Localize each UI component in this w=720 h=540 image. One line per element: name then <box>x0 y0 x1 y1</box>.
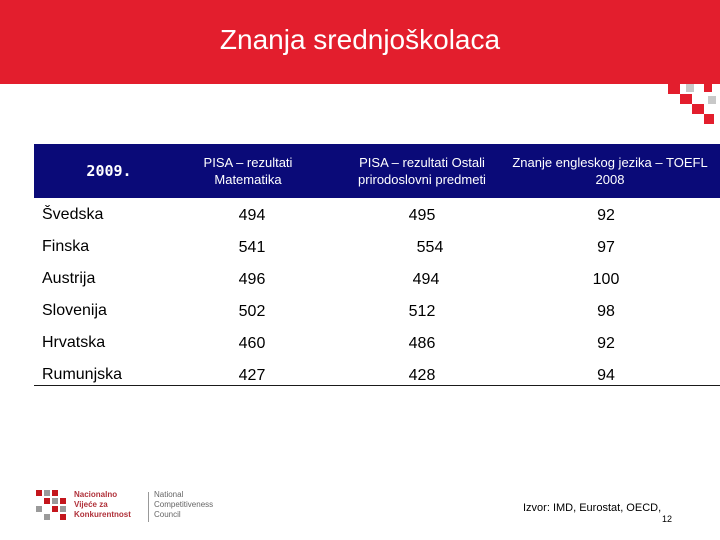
logo-text-hr: Nacionalno Vijeće za Konkurentnost <box>74 490 131 519</box>
row-toefl: 100 <box>592 271 620 288</box>
row-toefl: 94 <box>597 367 615 384</box>
row-country: Slovenija <box>42 302 107 319</box>
row-country: Finska <box>42 238 90 255</box>
row-toefl: 98 <box>597 303 615 320</box>
row-country: Rumunjska <box>42 366 123 383</box>
row-science: 428 <box>408 367 436 384</box>
header-math: PISA – rezultati Matematika <box>203 155 293 187</box>
row-science: 512 <box>408 303 436 320</box>
header-toefl: Znanje engleskog jezika – TOEFL 2008 <box>512 155 708 187</box>
results-table <box>34 132 720 386</box>
row-science: 495 <box>408 207 436 224</box>
row-science: 554 <box>416 239 444 256</box>
row-math: 496 <box>238 271 266 288</box>
row-science: 486 <box>408 335 436 352</box>
row-toefl: 92 <box>597 335 615 352</box>
table-bottom-border <box>34 385 720 386</box>
page-number: 12 <box>662 514 673 524</box>
logo-text-en: National Competitiveness Council <box>154 490 214 519</box>
row-toefl: 97 <box>597 239 615 256</box>
ncc-logo <box>36 490 236 526</box>
row-country: Hrvatska <box>42 334 106 351</box>
source-note: Izvor: IMD, Eurostat, OECD, <box>523 502 662 514</box>
logo-divider <box>148 492 149 522</box>
row-math: 460 <box>238 335 266 352</box>
row-math: 502 <box>238 303 266 320</box>
row-country: Švedska <box>42 206 104 223</box>
row-science: 494 <box>412 271 440 288</box>
header-year: 2009. <box>86 161 132 180</box>
row-math: 541 <box>238 239 266 256</box>
slide-title: Znanja srednjoškolaca <box>219 24 501 55</box>
header-science: PISA – rezultati Ostali prirodoslovni predmeti <box>358 155 486 187</box>
row-math: 494 <box>238 207 266 224</box>
row-math: 427 <box>238 367 266 384</box>
row-toefl: 92 <box>597 207 615 224</box>
row-country: Austrija <box>42 270 96 287</box>
logo-squares-icon <box>36 490 68 522</box>
